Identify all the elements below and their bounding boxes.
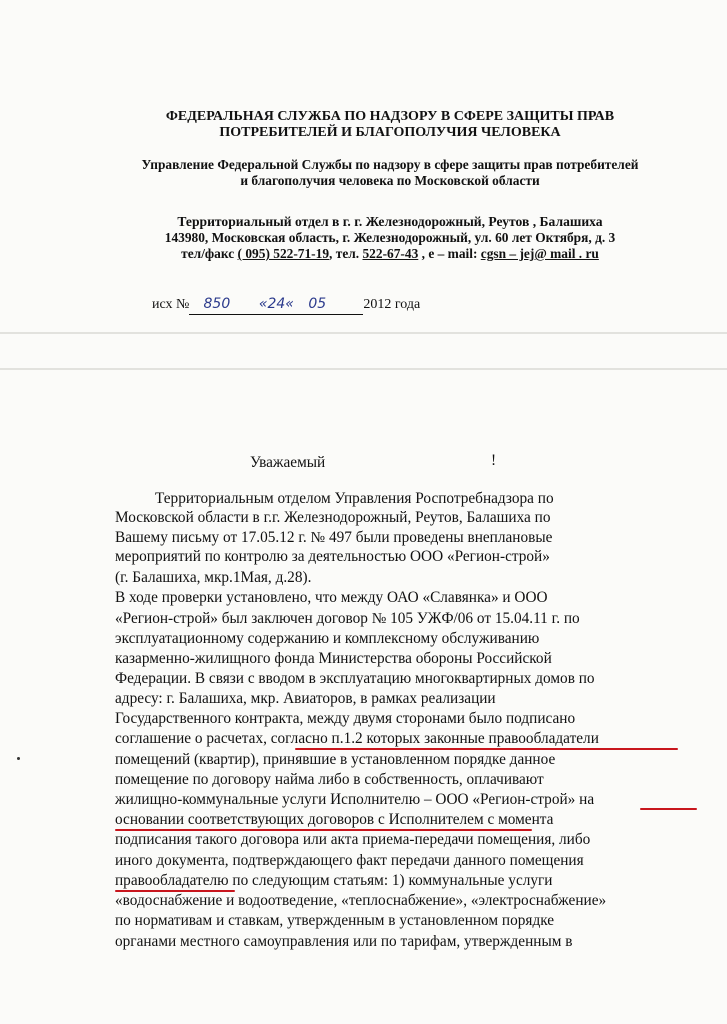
outgoing-number-value: 850 bbox=[203, 296, 231, 312]
body-line: Федерации. В связи с вводом в эксплуатацию многоквартирных домов по bbox=[115, 670, 595, 687]
outgoing-year: 2012 года bbox=[363, 297, 421, 312]
body-line: «Регион-строй» был заключен договор № 105 УЖФ/06 от 15.04.11 г. по bbox=[115, 610, 580, 627]
salutation-exclamation: ! bbox=[491, 452, 497, 469]
body-line: (г. Балашиха, мкр.1Мая, д.28). bbox=[115, 569, 312, 586]
body-line: Территориальным отделом Управления Роспотребнадзора по bbox=[155, 490, 554, 507]
agency-title-line2: ПОТРЕБИТЕЛЕЙ И БЛАГОПОЛУЧИЯ ЧЕЛОВЕКА bbox=[219, 125, 561, 140]
phone: 522-67-43 bbox=[362, 246, 419, 261]
agency-title-line1: ФЕДЕРАЛЬНАЯ СЛУЖБА ПО НАДЗОРУ В СФЕРЕ ЗАЩИТЫ ПРАВ bbox=[165, 109, 615, 124]
paper-fold bbox=[0, 332, 727, 334]
body-line: соглашение о расчетах, согласно п.1.2 которых законные правообладатели bbox=[115, 730, 599, 747]
office-line2: 143980, Московская область, г. Железнодорожный, ул. 60 лет Октября, д. 3 bbox=[164, 230, 616, 245]
email: cgsn – jej@ mail . ru bbox=[480, 246, 599, 261]
body-line: Московской области в г.г. Железнодорожный, Реутов, Балашиха по bbox=[115, 509, 551, 526]
contacts-tel-label: , тел. bbox=[329, 246, 363, 261]
contacts-email-label: , е – mail: bbox=[418, 246, 481, 261]
red-marker-underline bbox=[295, 748, 678, 750]
outgoing-number bbox=[152, 295, 420, 315]
body-line: казарменно-жилищного фонда Министерства обороны Российской bbox=[115, 650, 552, 667]
red-marker-underline bbox=[115, 890, 235, 892]
body-line: по нормативам и ставкам, утвержденным в установленном порядке bbox=[115, 912, 555, 929]
body-line: Вашему письму от 17.05.12 г. № 497 были проведены внеплановые bbox=[115, 529, 553, 546]
body-line: иного документа, подтверждающего факт передачи данного помещения bbox=[115, 852, 584, 869]
contacts-prefix: тел/факс bbox=[181, 246, 238, 261]
outgoing-day: «24« bbox=[258, 296, 294, 312]
phone-fax: ( 095) 522-71-19 bbox=[237, 246, 330, 261]
body-line: адресу: г. Балашиха, мкр. Авиаторов, в рамках реализации bbox=[115, 690, 496, 707]
body-line: основании соответствующих договоров с Исполнителем с момента bbox=[115, 811, 554, 828]
scan-speck bbox=[17, 757, 20, 760]
body-line: помещение по договору найма либо в собственность, оплачивают bbox=[115, 771, 544, 788]
office-contacts bbox=[90, 246, 690, 262]
body-line: подписания такого договора или акта приема-передачи помещения, либо bbox=[115, 831, 591, 848]
body-line: правообладателю по следующим статьям: 1) коммунальные услуги bbox=[115, 872, 553, 889]
red-marker-underline bbox=[640, 808, 697, 810]
body-line: эксплуатационному содержанию и комплексному обслуживанию bbox=[115, 630, 540, 647]
salutation: Уважаемый bbox=[250, 454, 326, 471]
outgoing-month: 05 bbox=[308, 296, 327, 312]
body-line: В ходе проверки установлено, что между ОАО «Славянка» и ООО bbox=[115, 589, 548, 606]
red-marker-underline bbox=[115, 829, 532, 831]
body-line: органами местного самоуправления или по тарифам, утвержденным в bbox=[115, 933, 573, 950]
body-line: помещений (квартир), принявшие в установленном порядке данное bbox=[115, 751, 556, 768]
body-line: Государственного контракта, между двумя сторонами было подписано bbox=[115, 710, 576, 727]
paper-fold bbox=[0, 368, 727, 370]
body-line: жилищно-коммунальные услуги Исполнителю – ООО «Регион-строй» на bbox=[115, 791, 595, 808]
body-line: мероприятий по контролю за деятельностью ООО «Регион-строй» bbox=[115, 548, 550, 565]
outgoing-prefix: исх № bbox=[152, 297, 190, 312]
body-line: «водоснабжение и водоотведение, «теплоснабжение», «электроснабжение» bbox=[115, 892, 607, 909]
office-line1: Территориальный отдел в г. г. Железнодорожный, Реутов , Балашиха bbox=[177, 214, 603, 229]
department-line1: Управление Федеральной Службы по надзору в сфере защиты прав потребителей bbox=[141, 157, 639, 172]
department-line2: и благополучия человека по Московской области bbox=[240, 173, 540, 188]
